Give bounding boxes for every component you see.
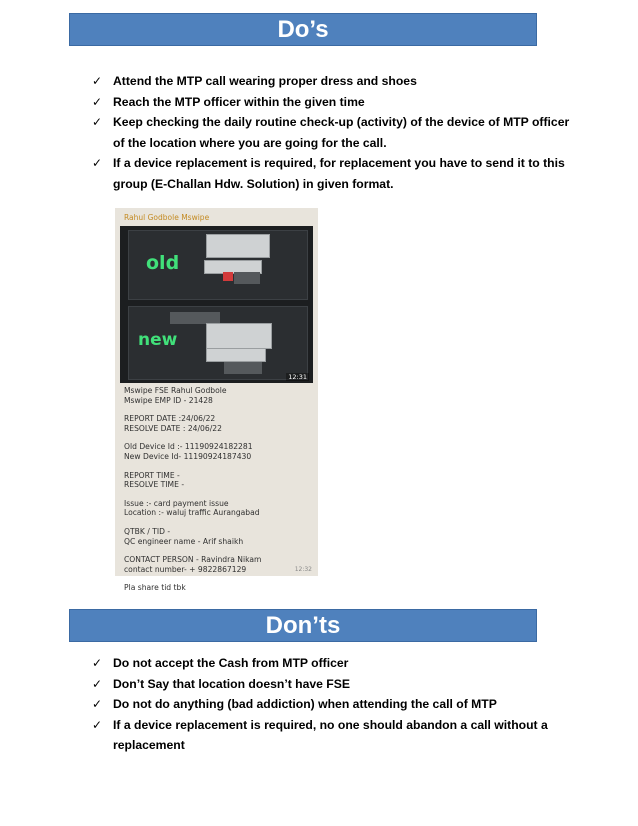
message-line: Mswipe FSE Rahul Godbole: [124, 386, 227, 395]
check-icon: ✓: [92, 74, 103, 88]
sim-slot: [224, 362, 262, 374]
list-item: [92, 71, 572, 92]
message-line: Issue :- card payment issue: [124, 498, 229, 508]
list-item: [92, 694, 572, 715]
new-label: new: [138, 330, 178, 350]
device-label: [206, 323, 272, 349]
device-label: [206, 234, 270, 258]
check-icon: ✓: [92, 156, 103, 170]
check-icon: ✓: [92, 115, 103, 129]
check-icon: ✓: [92, 717, 103, 732]
message-line: RESOLVE DATE : 24/06/22: [124, 423, 222, 433]
list-item: [92, 715, 572, 756]
list-item-text: Reach the MTP officer within the given time: [113, 94, 365, 109]
message-spacer: [124, 574, 314, 583]
list-item-text: If a device replacement is required, for replacement you have to send it to this group (E-Challan Hdw. Solution) in given format.: [113, 156, 565, 191]
donts-list: [92, 653, 572, 756]
message-spacer: [124, 490, 314, 499]
message-timestamp: 12:32: [294, 566, 312, 573]
list-item-text: Keep checking the daily routine check-up (activity) of the device of MTP officer of the location where you are going for the call.: [113, 115, 570, 150]
message-line: QTBK / TID -: [124, 526, 171, 536]
list-item: [92, 674, 572, 695]
message-spacer: [124, 433, 314, 442]
message-body: [124, 386, 314, 593]
donts-title: Don’ts: [265, 611, 341, 639]
device-label: [206, 348, 266, 362]
sim-tab: [223, 272, 233, 281]
dos-title: Do’s: [277, 15, 329, 43]
sender-name: Rahul Godbole Mswipe: [124, 213, 210, 222]
message-line: CONTACT PERSON - Ravindra Nikam: [124, 555, 262, 565]
list-item: [92, 112, 572, 153]
message-spacer: [124, 518, 314, 527]
message-line: REPORT TIME -: [124, 470, 180, 480]
old-label: old: [146, 252, 180, 274]
message-line: Old Device Id :- 11190924182281: [124, 442, 253, 452]
check-icon: ✓: [92, 697, 103, 711]
list-item: [92, 653, 572, 674]
message-line: New Device Id- 11190924187430: [124, 451, 252, 461]
sim-slot: [234, 272, 260, 284]
message-spacer: [124, 462, 314, 471]
message-spacer: [124, 546, 314, 555]
message-line: Mswipe EMP ID - 21428: [124, 395, 213, 405]
check-icon: ✓: [92, 94, 103, 109]
list-item: [92, 153, 572, 194]
dos-heading: [69, 13, 537, 46]
message-line: Pla share tid tbk: [124, 583, 186, 593]
donts-heading: [69, 609, 537, 642]
message-line: contact number- + 9822867129: [124, 564, 247, 574]
list-item: [92, 92, 572, 113]
dos-list: [92, 71, 572, 194]
check-icon: ✓: [92, 676, 103, 691]
list-item-text: If a device replacement is required, no one should abandon a call without a replacement: [113, 717, 548, 752]
message-line: Location :- waluj traffic Aurangabad: [124, 508, 260, 518]
device-photo: [120, 226, 313, 383]
message-line: QC engineer name - Arif shaikh: [124, 536, 244, 546]
message-line: RESOLVE TIME -: [124, 480, 185, 490]
photo-timestamp: 12:31: [288, 373, 307, 381]
list-item-text: Attend the MTP call wearing proper dress and shoes: [113, 74, 417, 88]
check-icon: ✓: [92, 656, 103, 670]
message-line: REPORT DATE :24/06/22: [124, 414, 216, 424]
list-item-text: Don’t Say that location doesn’t have FSE: [113, 676, 351, 691]
message-spacer: [124, 405, 314, 414]
list-item-text: Do not accept the Cash from MTP officer: [113, 656, 349, 670]
list-item-text: Do not do anything (bad addiction) when attending the call of MTP: [113, 697, 497, 711]
chat-screenshot: [115, 208, 318, 593]
